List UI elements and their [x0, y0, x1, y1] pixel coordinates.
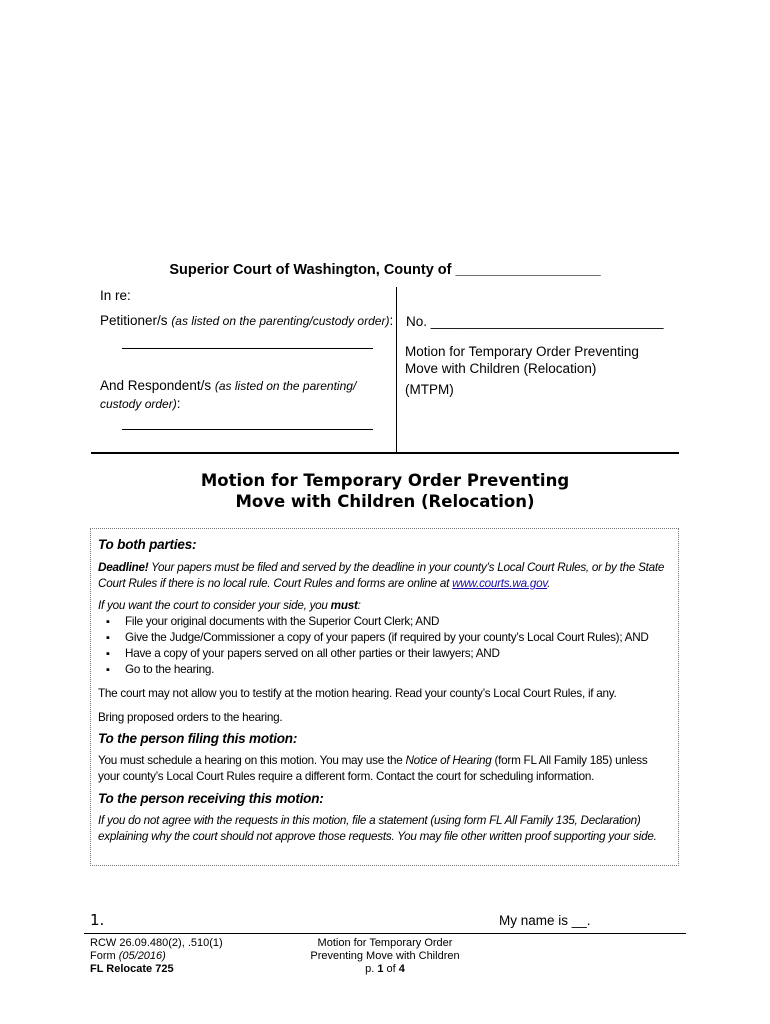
page-title-line1: Motion for Temporary Order Preventing	[200, 471, 570, 490]
footer-form-code: FL Relocate 725	[90, 963, 174, 975]
footer-rule	[84, 933, 686, 934]
footer-page-total: 4	[398, 963, 405, 975]
bring-orders-paragraph: Bring proposed orders to the hearing.	[98, 711, 283, 724]
list-item: ▪ Go to the hearing.	[106, 662, 670, 678]
case-number-block	[406, 314, 664, 329]
deadline-paragraph	[98, 560, 670, 592]
filing-header: To the person filing this motion:	[98, 731, 298, 746]
filing-text-1: You must schedule a hearing on this motion. You may use the	[98, 754, 406, 767]
footer-page-current: 1	[377, 963, 384, 975]
footer-rcw: RCW 26.09.480(2), .510(1)	[90, 937, 223, 949]
testify-paragraph: The court may not allow you to testify at the motion hearing. Read your county’s Local Court Rules, if any.	[98, 687, 617, 700]
consider-text: If you want the court to consider your side, you	[98, 599, 331, 612]
footer-page-number	[285, 963, 485, 976]
consider-paragraph	[98, 598, 670, 614]
case-no-label: No.	[406, 314, 428, 329]
caption-doc-title-line2: Move with Children (Relocation)	[405, 361, 597, 376]
caption-divider	[396, 287, 397, 453]
petitioner-note: (as listed on the parenting/custody order)	[171, 314, 390, 328]
court-title: Superior Court of Washington, County of	[169, 262, 452, 278]
in-re-label: In re:	[100, 288, 131, 303]
caption-doc-code: (MTPM)	[405, 382, 454, 397]
deadline-label: Deadline!	[98, 561, 149, 574]
footer-center	[285, 937, 485, 976]
list-item: ▪ Give the Judge/Commissioner a copy of your papers (if required by your county’s Local Court Rules); AND	[106, 630, 670, 646]
footer-left	[90, 937, 223, 976]
deadline-end: .	[547, 577, 551, 590]
caption-doc-title	[405, 343, 639, 398]
list-item: ▪ Have a copy of your papers served on all other parties or their lawyers; AND	[106, 646, 670, 662]
respondent-label: And Respondent/s	[100, 378, 212, 393]
deadline-text: Your papers must be filed and served by the deadline in your county’s Local Court Rules, or by the State Court Rules if there is no local rule. Court Rules and forms are online at	[98, 561, 665, 590]
caption-doc-title-line1: Motion for Temporary Order Preventing	[405, 344, 639, 359]
petitioner-colon: :	[389, 313, 394, 328]
page-title	[0, 470, 770, 512]
respondent-label-block	[100, 377, 380, 413]
county-blank[interactable]: __________________	[455, 262, 601, 278]
petitioner-label: Petitioner/s	[100, 313, 168, 328]
petitioner-label-block	[100, 313, 393, 328]
instructions-box	[90, 528, 679, 866]
filing-form-name: Notice of Hearing	[405, 754, 492, 767]
footer-form-line	[90, 950, 223, 963]
footer-page-prefix: p.	[365, 963, 378, 975]
respondent-name-line[interactable]	[122, 429, 373, 430]
case-no-blank[interactable]: _______________________________	[430, 314, 664, 329]
page-title-line2: Move with Children (Relocation)	[235, 492, 535, 511]
item-1-text[interactable]: My name is __.	[499, 913, 591, 928]
filing-text-2: (form FL All Family 185) unless your county’s Local Court Rules require a different form. Contact the court for scheduling information.	[98, 754, 648, 783]
item-1-number: 1.	[90, 911, 105, 929]
courts-website-link[interactable]: www.courts.wa.gov	[452, 577, 548, 590]
respondent-note: (as listed on the parenting/ custody order)	[100, 379, 357, 411]
receiving-paragraph: If you do not agree with the requests in this motion, file a statement (using form FL All Family 135, Declaration) explaining why the court should not approve those requests. You may file other written proof supporting your side.	[98, 814, 657, 843]
consider-must: must	[330, 599, 358, 612]
filing-paragraph	[98, 753, 670, 785]
receiving-header: To the person receiving this motion:	[98, 791, 324, 806]
footer-title-line2: Preventing Move with Children	[310, 950, 460, 962]
respondent-colon: :	[176, 396, 181, 411]
footer-title-line1: Motion for Temporary Order	[317, 937, 453, 949]
both-parties-header: To both parties:	[98, 537, 197, 552]
footer-form-label: Form	[90, 950, 119, 962]
petitioner-name-line[interactable]	[122, 348, 373, 349]
list-item: ▪ File your original documents with the Superior Court Clerk; AND	[106, 614, 670, 630]
consider-colon: :	[357, 599, 361, 612]
court-heading	[0, 262, 770, 278]
steps-list	[98, 614, 670, 678]
caption-bottom-rule	[91, 452, 679, 454]
footer-form-date: (05/2016)	[118, 950, 166, 962]
footer-page-of: of	[383, 963, 399, 975]
